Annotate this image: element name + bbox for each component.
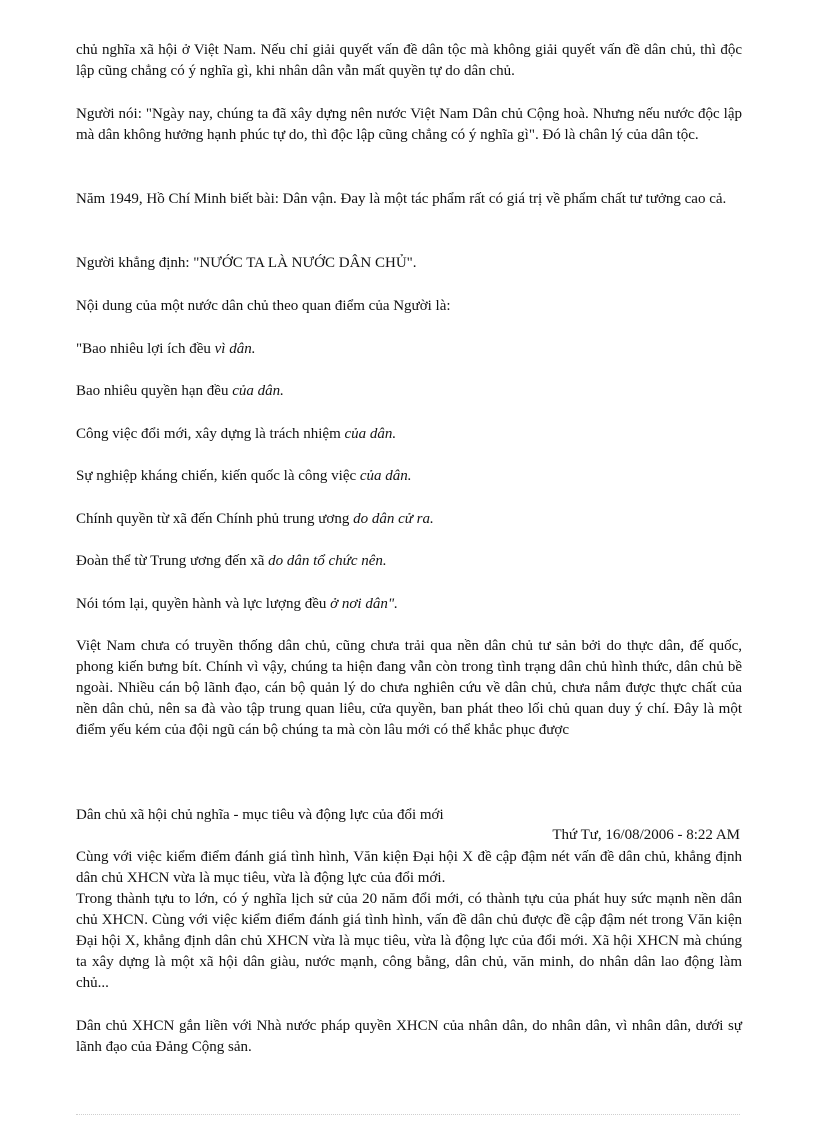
quote-emphasis: ở nơi dân". [330,596,398,612]
article-paragraph-3: Dân chủ XHCN gắn liền với Nhà nước pháp quyền XHCN của nhân dân, do nhân dân, vì nhân dân, dưới sự lãnh đạo của Đảng Cộng sản. [76,1018,742,1055]
quote-text: Bao nhiêu quyền hạn đều [76,383,233,399]
quote-emphasis: của dân. [344,426,397,442]
article-paragraph-2: Trong thành tựu to lớn, có ý nghĩa lịch sử của 20 năm đổi mới, có thành tựu của phát huy sức mạnh nền dân chủ XHCN. Cùng với việc kiểm điểm đánh giá tình hình, vấn đề dân chủ được đề cập đậm nét trong Văn kiện Đại hội X, khẳng định dân chủ XHCN vừa là mục tiêu, vừa là động lực của đổi mới. Xã hội XHCN mà chúng ta xây dựng là một xã hội dân giàu, nước mạnh, công bằng, dân chủ, văn minh, do nhân dân lao động làm chủ... [76,891,742,991]
article-paragraph-1: Cùng với việc kiểm điểm đánh giá tình hình, Văn kiện Đại hội X đề cập đậm nét vấn đề dân chủ, khẳng định dân chủ XHCN vừa là mục tiêu, vừa là động lực của đổi mới. [76,849,742,886]
quote-emphasis: do dân cử ra. [353,511,434,527]
quote-text: Công việc đổi mới, xây dựng là trách nhiệm [76,426,345,442]
quote-line-6 [76,551,742,572]
quote-line-1 [76,339,742,360]
quote-emphasis: do dân tổ chức nên. [268,553,387,569]
paragraph-content-intro: Nội dung của một nước dân chủ theo quan điểm của Người là: [76,298,451,314]
quote-line-2 [76,381,742,402]
quote-text: Sự nghiệp kháng chiến, kiến quốc là công việc [76,468,360,484]
quote-line-4 [76,466,742,487]
paragraph-democracy-independence: chủ nghĩa xã hội ở Việt Nam. Nếu chỉ giải quyết vấn đề dân tộc mà không giải quyết vấn đề dân chủ, thì độc lập cũng chẳng có ý nghĩa gì, khi nhân dân vẫn mất quyền tự do dân chủ. [76,42,742,79]
page-bottom-border [76,1114,740,1115]
quote-emphasis: của dân. [359,468,412,484]
quote-line-7 [76,594,742,615]
article-title: Dân chủ xã hội chủ nghĩa - mục tiêu và động lực của đổi mới [76,807,444,823]
paragraph-quote-republic: Người nói: "Ngày nay, chúng ta đã xây dựng nên nước Việt Nam Dân chủ Cộng hoà. Nhưng nếu nước độc lập mà dân không hưởng hạnh phúc tự do, thì độc lập cũng chẳng có ý nghĩa gì". Đó là chân lý của dân tộc. [76,106,742,143]
quote-text: Chính quyền từ xã đến Chính phủ trung ương [76,511,354,527]
quote-emphasis: của dân. [232,383,284,399]
quote-text: Nói tóm lại, quyền hành và lực lượng đều [76,596,331,612]
quote-text: Đoàn thể từ Trung ương đến xã [76,553,269,569]
paragraph-affirmation: Người khẳng định: "NƯỚC TA LÀ NƯỚC DÂN CHỦ". [76,255,417,271]
quote-line-5 [76,509,742,530]
quote-line-3 [76,424,742,445]
quote-emphasis: vì dân. [214,341,256,357]
paragraph-vietnam-democracy-tradition: Việt Nam chưa có truyền thống dân chủ, cũng chưa trải qua nền dân chủ tư sản bởi do thực dân, đế quốc, phong kiến bưng bít. Chính vì vậy, chúng ta hiện đang vẫn còn trong tình trạng dân chủ hình thức, dân chủ bề ngoài. Nhiều cán bộ lãnh đạo, cán bộ quản lý do chưa nghiên cứu về dân chủ, chưa nắm được thực chất của nền dân chủ, nên sa đà vào tập trung quan liêu, cửa quyền, ban phát theo lối chủ quan duy ý chí. Đây là một điểm yếu kém của đội ngũ cán bộ chúng ta mà còn lâu mới có thể khắc phục được [76,638,742,738]
article-date: Thứ Tư, 16/08/2006 - 8:22 AM [552,827,740,843]
paragraph-dan-van-1949: Năm 1949, Hồ Chí Minh biết bài: Dân vận. Đay là một tác phẩm rất có giá trị về phẩm chất tư tưởng cao cả. [76,191,727,207]
quote-text: "Bao nhiêu lợi ích đều [76,341,215,357]
